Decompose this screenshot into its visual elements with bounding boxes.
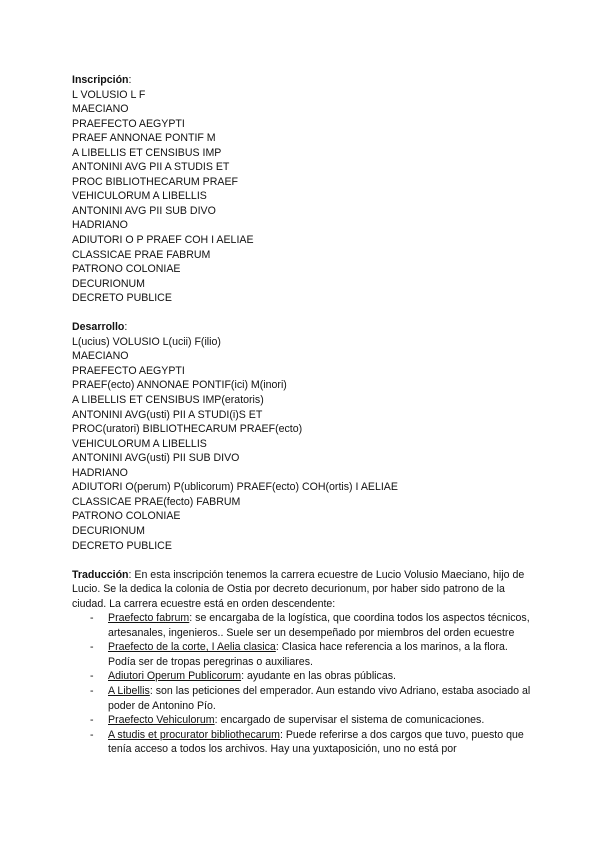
- inscripcion-line: DECRETO PUBLICE: [72, 292, 172, 305]
- traduccion-list: [72, 611, 532, 756]
- desarrollo-line: A LIBELLIS ET CENSIBUS IMP(eratoris): [72, 394, 264, 407]
- inscripcion-line: PRAEFECTO AEGYPTI: [72, 117, 185, 130]
- inscripcion-line: L VOLUSIO L F: [72, 88, 146, 101]
- list-item: [72, 684, 532, 713]
- desarrollo-line: PRAEF(ecto) ANNONAE PONTIF(ici) M(inori): [72, 379, 287, 392]
- inscripcion-lines: [72, 88, 532, 306]
- list-item-term: Praefecto de la corte, I Aelia clasica: [108, 641, 276, 654]
- inscripcion-line: A LIBELLIS ET CENSIBUS IMP: [72, 146, 222, 159]
- desarrollo-line: ANTONINI AVG(usti) PII SUB DIVO: [72, 452, 240, 465]
- desarrollo-line: VEHICULORUM A LIBELLIS: [72, 437, 207, 450]
- document-page: [72, 73, 532, 757]
- desarrollo-heading: Desarrollo: [72, 321, 125, 334]
- inscripcion-line: HADRIANO: [72, 219, 128, 232]
- desarrollo-line: DECRETO PUBLICE: [72, 539, 172, 552]
- list-item: [72, 728, 532, 757]
- inscripcion-line: DECURIONUM: [72, 277, 145, 290]
- traduccion-paragraph: Traducción: En esta inscripción tenemos la carrera ecuestre de Lucio Volusio Maeciano, hijo de Lucio. Se la dedica la colonia de Ostia por decreto decurionum, por haber sido patrono de la ciudad. La carrera ecuestre está en orden descendente:: [72, 568, 525, 610]
- desarrollo-line: PROC(uratori) BIBLIOTHECARUM PRAEF(ecto): [72, 423, 303, 436]
- inscripcion-heading: Inscripción: [72, 74, 129, 86]
- list-item-text: : Puede referirse a dos cargos que tuvo, puesto que tenía acceso a todos los archivos. Hay una yuxtaposición, uno no está por: [108, 728, 524, 756]
- inscripcion-line: ADIUTORI O P PRAEF COH I AELIAE: [72, 234, 254, 247]
- desarrollo-line: PRAEFECTO AEGYPTI: [72, 364, 185, 377]
- dash-bullet: -: [90, 612, 94, 625]
- inscripcion-heading-line: Inscripción:: [72, 74, 132, 86]
- inscripcion-line: CLASSICAE PRAE FABRUM: [72, 248, 211, 261]
- dash-bullet: -: [90, 670, 94, 683]
- inscripcion-line: VEHICULORUM A LIBELLIS: [72, 190, 207, 203]
- desarrollo-line: HADRIANO: [72, 466, 128, 479]
- desarrollo-heading-line: Desarrollo:: [72, 321, 128, 334]
- list-item-term: Praefecto fabrum: [108, 612, 190, 625]
- traduccion-intro: En esta inscripción tenemos la carrera ecuestre de Lucio Volusio Maeciano, hijo de Lucio. Se la dedica la colonia de Ostia por decreto decurionum, por haber sido patrono de la ciudad. La carrera ecuestre está en orden descendente:: [72, 568, 525, 610]
- inscripcion-line: ANTONINI AVG PII A STUDIS ET: [72, 161, 230, 174]
- dash-bullet: -: [90, 641, 94, 654]
- list-item-term: A studis et procurator bibliothecarum: [108, 728, 280, 741]
- list-item-term: Adiutori Operum Publicorum: [108, 670, 242, 683]
- traduccion-heading: Traducción: [72, 568, 129, 581]
- dash-bullet: -: [90, 714, 94, 727]
- list-item-term: A Libellis: [108, 684, 150, 697]
- list-item: [72, 713, 532, 728]
- inscripcion-line: PROC BIBLIOTHECARUM PRAEF: [72, 175, 238, 188]
- desarrollo-line: CLASSICAE PRAE(fecto) FABRUM: [72, 495, 241, 508]
- desarrollo-line: DECURIONUM: [72, 524, 145, 537]
- desarrollo-lines: [72, 335, 532, 553]
- dash-bullet: -: [90, 728, 94, 741]
- desarrollo-line: MAECIANO: [72, 350, 129, 363]
- list-item-text: : se encargaba de la logística, que coordina todos los aspectos técnicos, artesanales, ingenieros.. Suele ser un desempeñado por miembros del orden ecuestre: [108, 612, 530, 639]
- desarrollo-line: L(ucius) VOLUSIO L(ucii) F(ilio): [72, 335, 221, 348]
- section-gap: [72, 553, 532, 568]
- list-item-term: Praefecto Vehiculorum: [108, 714, 215, 727]
- list-item-text: : Clasica hace referencia a los marinos, a la flora. Podía ser de tropas peregrinas o auxiliares.: [108, 641, 508, 668]
- desarrollo-line: PATRONO COLONIAE: [72, 510, 181, 523]
- inscripcion-line: PRAEF ANNONAE PONTIF M: [72, 132, 216, 145]
- list-item: [72, 640, 532, 669]
- list-item: [72, 611, 532, 640]
- inscripcion-line: PATRONO COLONIAE: [72, 263, 181, 276]
- list-item-text: : son las peticiones del emperador. Aun estando vivo Adriano, estaba asociado al poder de Antonino Pío.: [108, 684, 531, 712]
- list-item-text: : encargado de supervisar el sistema de comunicaciones.: [214, 714, 485, 727]
- desarrollo-line: ADIUTORI O(perum) P(ublicorum) PRAEF(ecto) COH(ortis) I AELIAE: [72, 481, 398, 494]
- inscripcion-line: ANTONINI AVG PII SUB DIVO: [72, 204, 216, 217]
- list-item-text: : ayudante en las obras públicas.: [241, 670, 396, 683]
- section-gap: [72, 306, 532, 321]
- list-item: [72, 669, 532, 684]
- desarrollo-line: ANTONINI AVG(usti) PII A STUDI(i)S ET: [72, 408, 263, 421]
- inscripcion-line: MAECIANO: [72, 103, 129, 116]
- dash-bullet: -: [90, 684, 94, 697]
